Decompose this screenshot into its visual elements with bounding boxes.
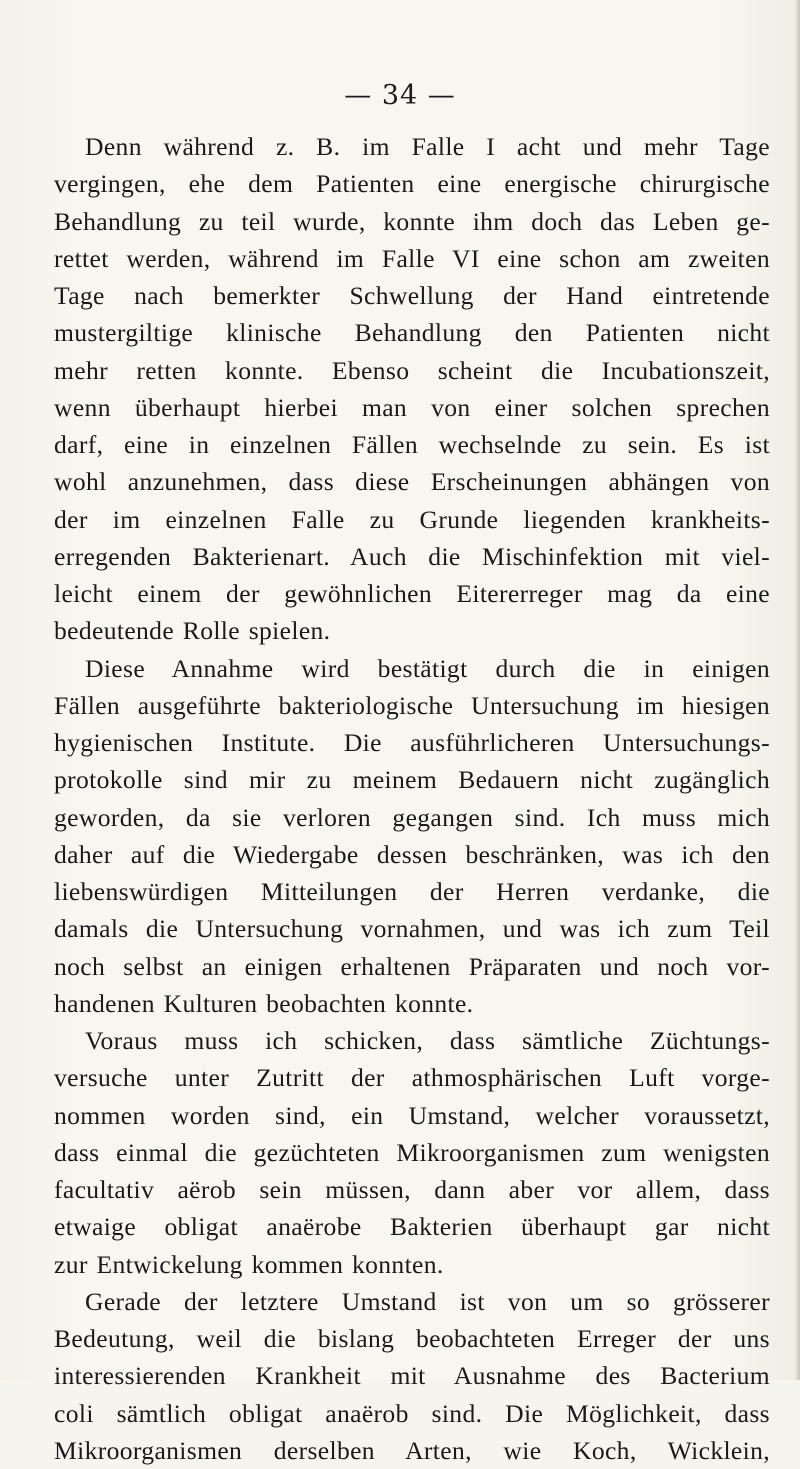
text-line: bedeutende Rolle spielen.: [54, 616, 331, 646]
paragraph-2: [54, 650, 770, 1023]
page-edge-shadow: [794, 0, 800, 1380]
text-line: Denn während z. B. im Falle I acht und mehr Tage: [85, 132, 770, 161]
text-line: wenn überhaupt hierbei man von einer solchen sprechen: [54, 392, 770, 422]
page-number: — 34 —: [344, 80, 456, 111]
text-line: protokolle sind mir zu meinem Bedauern nicht zugänglich: [54, 765, 770, 795]
text-line: nommen worden sind, ein Umstand, welcher voraussetzt,: [54, 1100, 770, 1130]
text-line: versuche unter Zutritt der athmosphärischen Luft vorge-: [54, 1063, 770, 1093]
text-line: damals die Untersuchung vornahmen, und was ich zum Teil: [54, 914, 770, 944]
text-line: erregenden Bakterienart. Auch die Mischinfektion mit viel-: [54, 541, 770, 571]
paragraph-4: [54, 1283, 770, 1469]
text-line: handenen Kulturen beobachten konnte.: [54, 988, 474, 1018]
paragraph-3: [54, 1022, 770, 1283]
text-line: liebenswürdigen Mitteilungen der Herren verdanke, die: [54, 877, 770, 906]
text-line: vergingen, ehe dem Patienten eine energische chirurgische: [54, 169, 770, 199]
text-line: interessierenden Krankheit mit Ausnahme des Bacterium: [54, 1361, 770, 1391]
text-line: Mikroorganismen derselben Arten, wie Koch, Wicklein,: [54, 1435, 770, 1465]
text-line: Behandlung zu teil wurde, konnte ihm doch das Leben ge-: [54, 206, 770, 236]
text-line: darf, eine in einzelnen Fällen wechselnde zu sein. Es ist: [54, 430, 770, 459]
body-text: [54, 128, 770, 1469]
text-line: Fällen ausgeführte bakteriologische Untersuchung im hiesigen: [54, 690, 770, 720]
text-line: noch selbst an einigen erhaltenen Präparaten und noch vor-: [54, 951, 770, 981]
text-line: hygienischen Institute. Die ausführlicheren Untersuchungs-: [54, 728, 770, 757]
text-line: daher auf die Wiedergabe dessen beschränken, was ich den: [54, 839, 770, 869]
paragraph-1: [54, 128, 770, 650]
text-line: geworden, da sie verloren gegangen sind. Ich muss mich: [54, 802, 770, 832]
text-line: rettet werden, während im Falle VI eine schon am zweiten: [54, 243, 770, 273]
text-line: der im einzelnen Falle zu Grunde liegenden krankheits-: [54, 504, 770, 534]
text-line: facultativ aërob sein müssen, dann aber vor allem, dass: [54, 1175, 770, 1204]
text-line: leicht einem der gewöhnlichen Eitererreger mag da eine: [54, 579, 770, 608]
text-line: Voraus muss ich schicken, dass sämtliche Züchtungs-: [85, 1026, 770, 1055]
text-line: Gerade der letztere Umstand ist von um so grösserer: [85, 1286, 770, 1316]
text-line: etwaige obligat anaërobe Bakterien überhaupt gar nicht: [54, 1212, 770, 1242]
text-line: dass einmal die gezüchteten Mikroorganismen zum wenigsten: [54, 1137, 770, 1167]
text-line: Tage nach bemerkter Schwellung der Hand eintretende: [54, 281, 770, 310]
text-line: mustergiltige klinische Behandlung den Patienten nicht: [54, 318, 770, 348]
text-line: wohl anzunehmen, dass diese Erscheinungen abhängen von: [54, 467, 770, 497]
text-line: coli sämtlich obligat anaërob sind. Die Möglichkeit, dass: [54, 1398, 770, 1428]
text-line: Bedeutung, weil die bislang beobachteten Erreger der uns: [54, 1324, 770, 1353]
text-line: Diese Annahme wird bestätigt durch die in einigen: [85, 653, 770, 683]
text-line: mehr retten konnte. Ebenso scheint die Incubationszeit,: [54, 355, 770, 385]
text-line: zur Entwickelung kommen konnten.: [54, 1249, 444, 1279]
